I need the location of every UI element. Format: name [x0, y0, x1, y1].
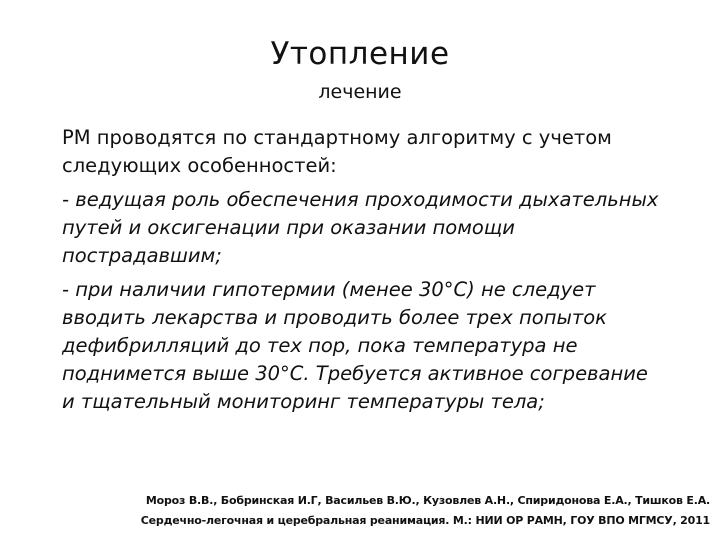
- bullet-hypothermia: - при наличии гипотермии (менее 30°С) не следует вводить лекарства и проводить более трех попыток дефибрилляций до тех пор, пока температура не поднимется выше 30°С. Требуется активное согревание и тщательный мониторинг температуры тела;: [62, 278, 648, 413]
- reference-authors: Мороз В.В., Бобринская И.Г, Васильев В.Ю., Кузовлев А.Н., Спиридонова Е.А., Тишков Е.А.: [145, 494, 710, 507]
- slide-subtitle: лечение: [318, 81, 402, 103]
- reference-source: Сердечно-легочная и церебральная реанимация. М.: НИИ ОР РАМН, ГОУ ВПО МГМСУ, 2011: [140, 514, 710, 527]
- intro-paragraph: РМ проводятся по стандартному алгоритму с учетом следующих особенностей:: [62, 126, 612, 177]
- slide-title: Утопление: [270, 36, 450, 72]
- slide-body: [62, 124, 662, 422]
- reference-citation: [100, 491, 710, 531]
- bullet-airway: - ведущая роль обеспечения проходимости дыхательных путей и оксигенации при оказании помощи пострадавшим;: [62, 188, 659, 267]
